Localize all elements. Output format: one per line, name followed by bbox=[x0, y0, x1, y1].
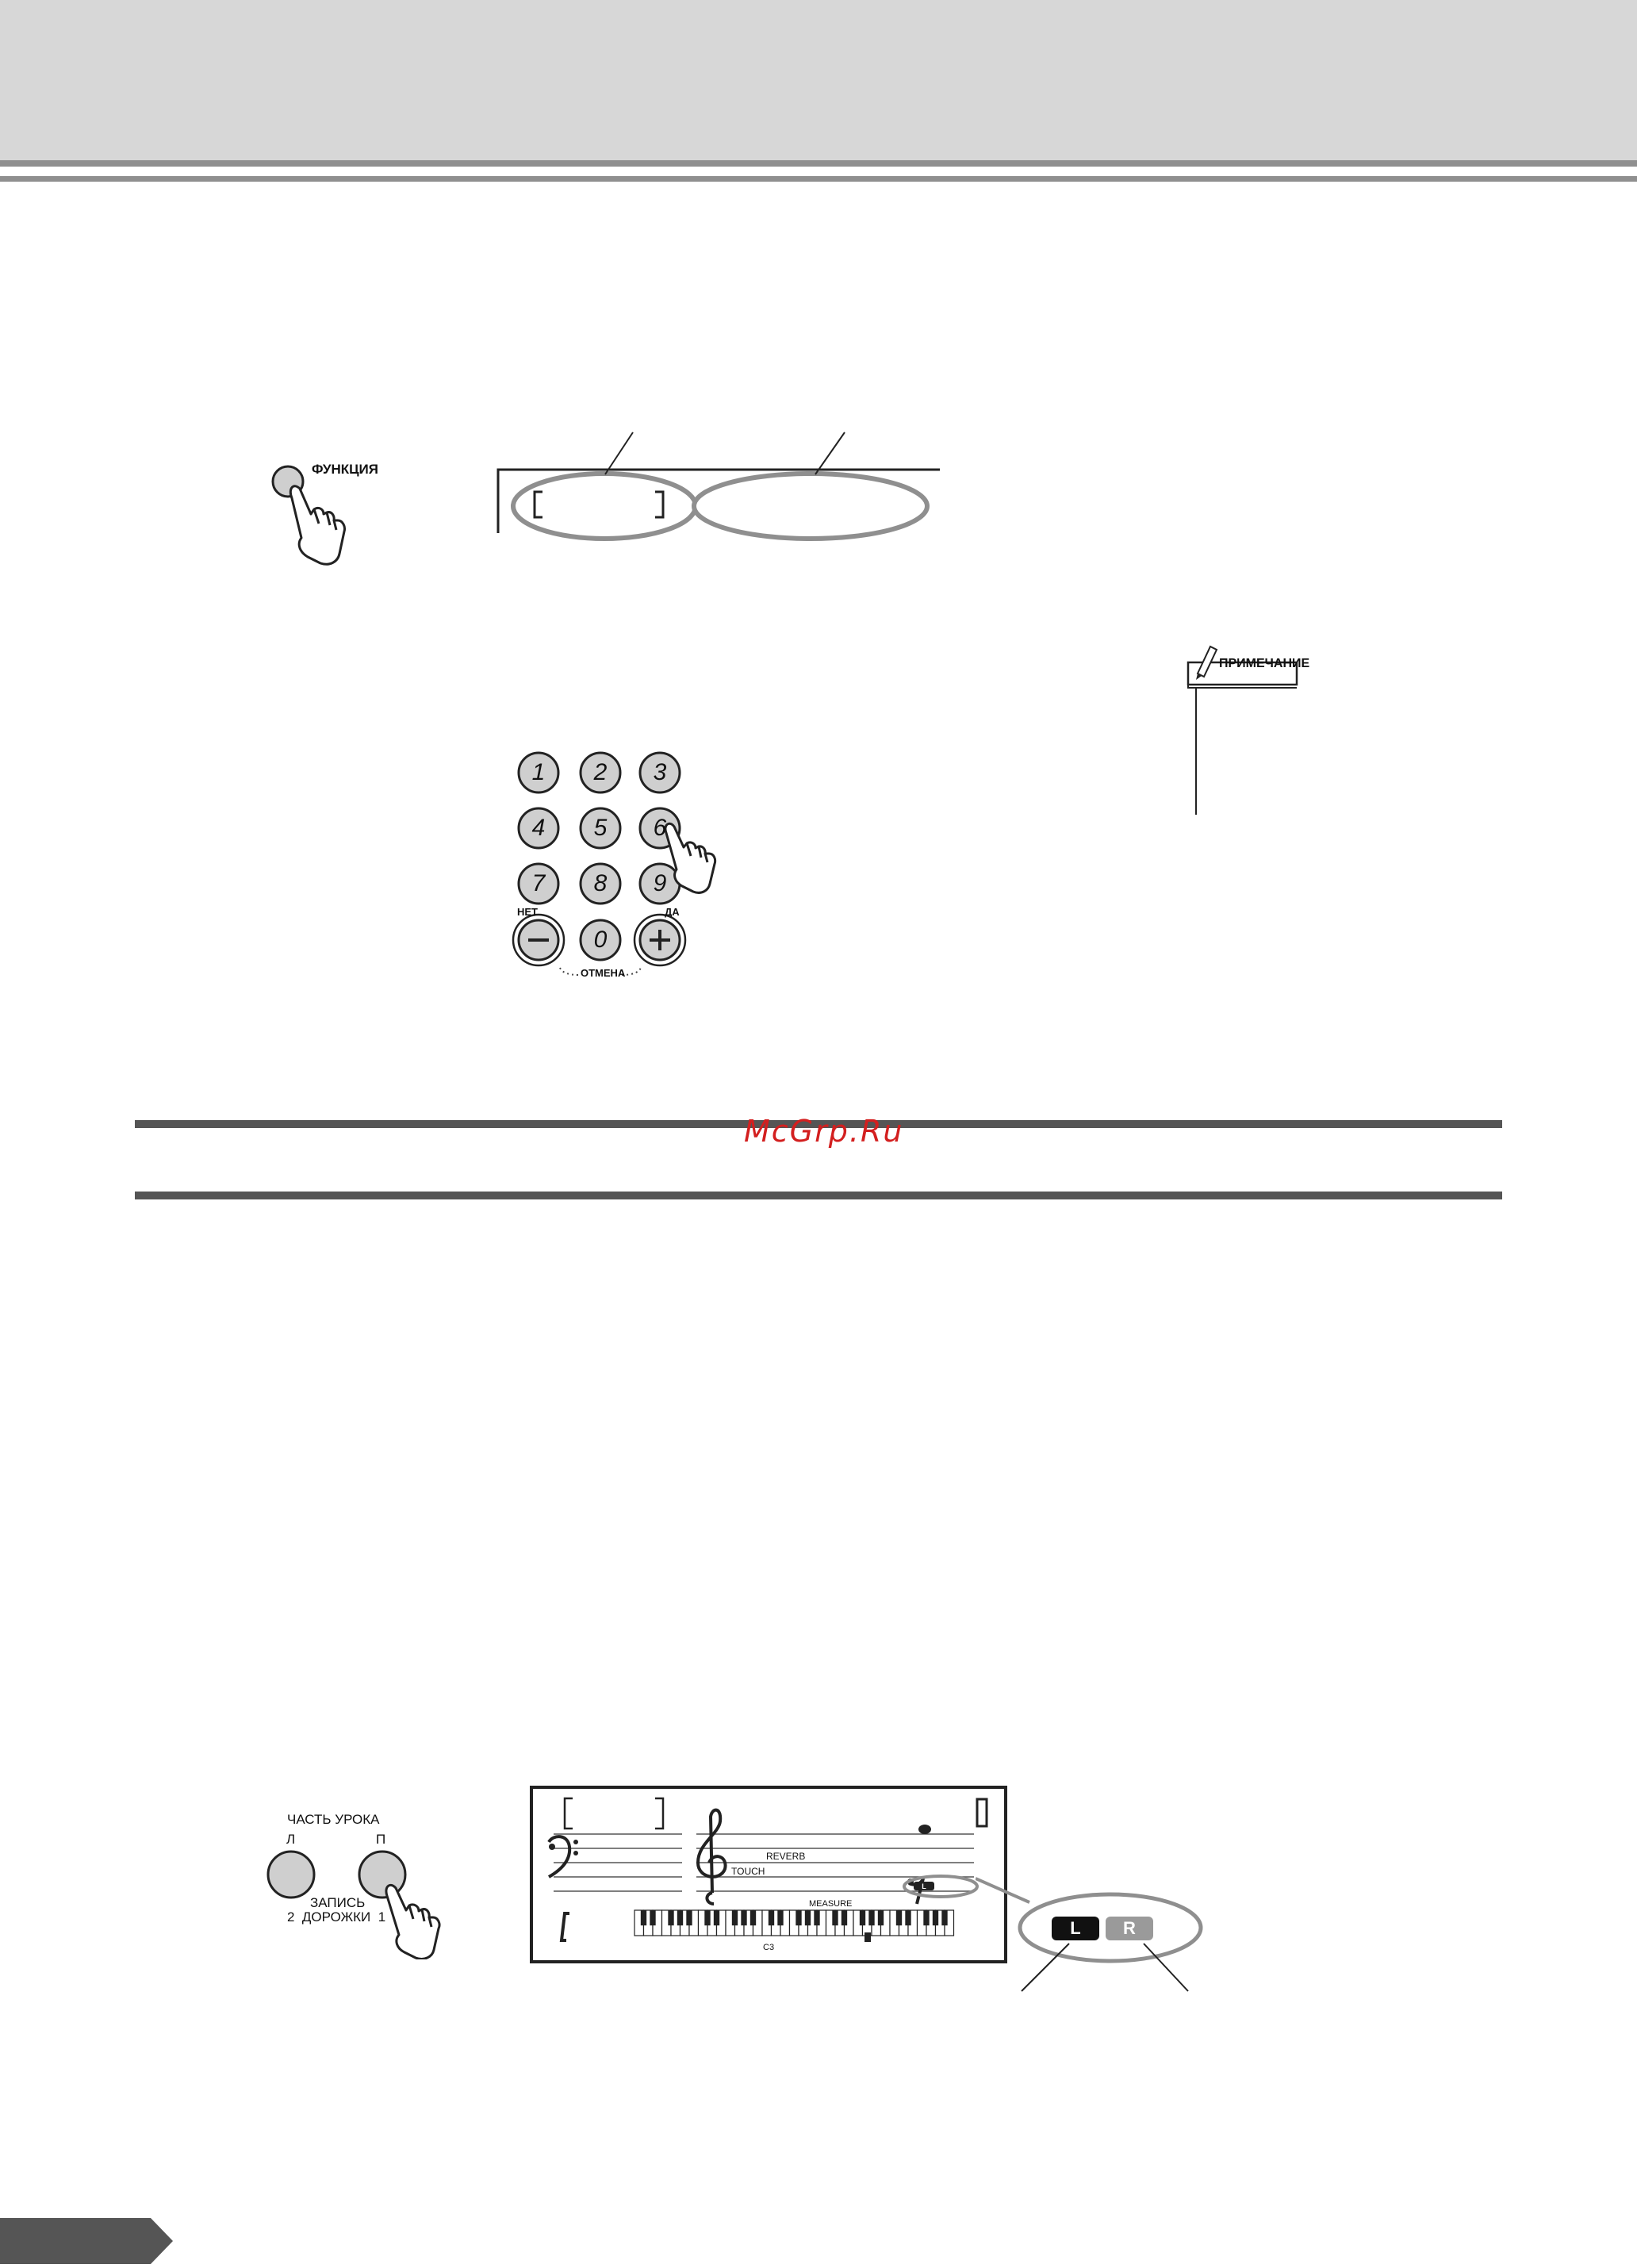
lcd-black-key bbox=[750, 1910, 756, 1925]
note-badge-label: ПРИМЕЧАНИЕ bbox=[1219, 657, 1310, 670]
lcd-black-key bbox=[714, 1910, 719, 1925]
key-2-label: 2 bbox=[593, 759, 608, 785]
yes-label: ДА bbox=[665, 906, 680, 918]
lcd-black-key bbox=[933, 1910, 938, 1925]
lesson-part-title: ЧАСТЬ УРОКА bbox=[287, 1812, 380, 1827]
key-9-label: 9 bbox=[653, 870, 667, 896]
header-band bbox=[0, 0, 1637, 160]
lcd-black-key bbox=[704, 1910, 710, 1925]
lcd-black-key bbox=[814, 1910, 819, 1925]
key-3-label: 3 bbox=[653, 759, 667, 785]
key-5-label: 5 bbox=[593, 815, 608, 841]
record-label: ЗАПИСЬ bbox=[310, 1895, 366, 1910]
lesson-part-left-label: Л bbox=[286, 1832, 296, 1847]
lcd-touch-label: TOUCH bbox=[731, 1866, 765, 1877]
page-tab bbox=[0, 2218, 174, 2268]
lcd-black-key bbox=[923, 1910, 929, 1925]
lcd-keyboard-label: C3 bbox=[763, 1943, 775, 1952]
lcd-black-key bbox=[842, 1910, 847, 1925]
lcd-black-key bbox=[868, 1910, 874, 1925]
left-part-label: L bbox=[1070, 1918, 1081, 1938]
lcd-black-key bbox=[741, 1910, 746, 1925]
note-head-icon bbox=[918, 1825, 931, 1834]
lcd-black-key bbox=[860, 1910, 865, 1925]
lcd-measure-label: MEASURE bbox=[809, 1899, 853, 1909]
lcd-key-highlight bbox=[865, 1932, 871, 1942]
minus-key[interactable] bbox=[513, 915, 564, 965]
lesson-part-left-button[interactable] bbox=[268, 1852, 314, 1898]
lcd-black-key bbox=[795, 1910, 801, 1925]
lcd-black-key bbox=[832, 1910, 838, 1925]
function-button-label: ФУНКЦИЯ bbox=[312, 462, 378, 477]
lcd-black-key bbox=[878, 1910, 884, 1925]
lcd-black-key bbox=[677, 1910, 683, 1925]
lesson-part-right-label: П bbox=[376, 1832, 386, 1847]
display-region-name bbox=[694, 474, 927, 539]
pressing-hand-icon bbox=[386, 1885, 439, 1959]
key-6-label: 6 bbox=[653, 815, 667, 841]
plus-key[interactable] bbox=[634, 915, 685, 965]
key-4-label: 4 bbox=[531, 815, 546, 841]
watermark: McGrp.Ru bbox=[744, 1114, 904, 1149]
lcd-indicator-box bbox=[977, 1799, 987, 1826]
lcd-keyboard bbox=[634, 1910, 954, 1936]
lcd-black-key bbox=[769, 1910, 774, 1925]
cancel-label: ОТМЕНА bbox=[581, 967, 626, 979]
right-part-label: R bbox=[1123, 1918, 1136, 1938]
lcd-reverb-label: REVERB bbox=[766, 1851, 806, 1862]
leader-line-name bbox=[815, 432, 845, 474]
key-8-label: 8 bbox=[593, 870, 608, 896]
lcd-black-key bbox=[905, 1910, 911, 1925]
display-diagram bbox=[492, 428, 952, 547]
header-divider bbox=[0, 160, 1637, 167]
lcd-display bbox=[530, 1785, 1009, 1966]
section-rule-bottom bbox=[135, 1192, 1502, 1199]
pressing-hand-icon bbox=[290, 486, 344, 564]
lesson-part-right-button[interactable] bbox=[359, 1852, 405, 1898]
no-label: НЕТ bbox=[517, 906, 538, 918]
key-1-label: 1 bbox=[531, 759, 546, 785]
lcd-black-key bbox=[641, 1910, 646, 1925]
lcd-black-key bbox=[732, 1910, 738, 1925]
display-region-number bbox=[513, 474, 696, 539]
lcd-black-key bbox=[650, 1910, 655, 1925]
lcd-black-key bbox=[941, 1910, 947, 1925]
lcd-black-key bbox=[777, 1910, 783, 1925]
key-7-label: 7 bbox=[531, 870, 546, 896]
header-divider-secondary bbox=[0, 176, 1637, 182]
lcd-black-key bbox=[805, 1910, 811, 1925]
leader-line-number bbox=[605, 432, 633, 474]
lesson-part-illustration bbox=[254, 1785, 476, 1959]
lcd-black-key bbox=[896, 1910, 902, 1925]
lcd-black-key bbox=[686, 1910, 692, 1925]
key-0-label: 0 bbox=[593, 927, 608, 953]
track-label: 2 ДОРОЖКИ 1 bbox=[287, 1909, 386, 1925]
lcd-part-indicator-label: L bbox=[922, 1882, 926, 1890]
lcd-black-key bbox=[668, 1910, 673, 1925]
